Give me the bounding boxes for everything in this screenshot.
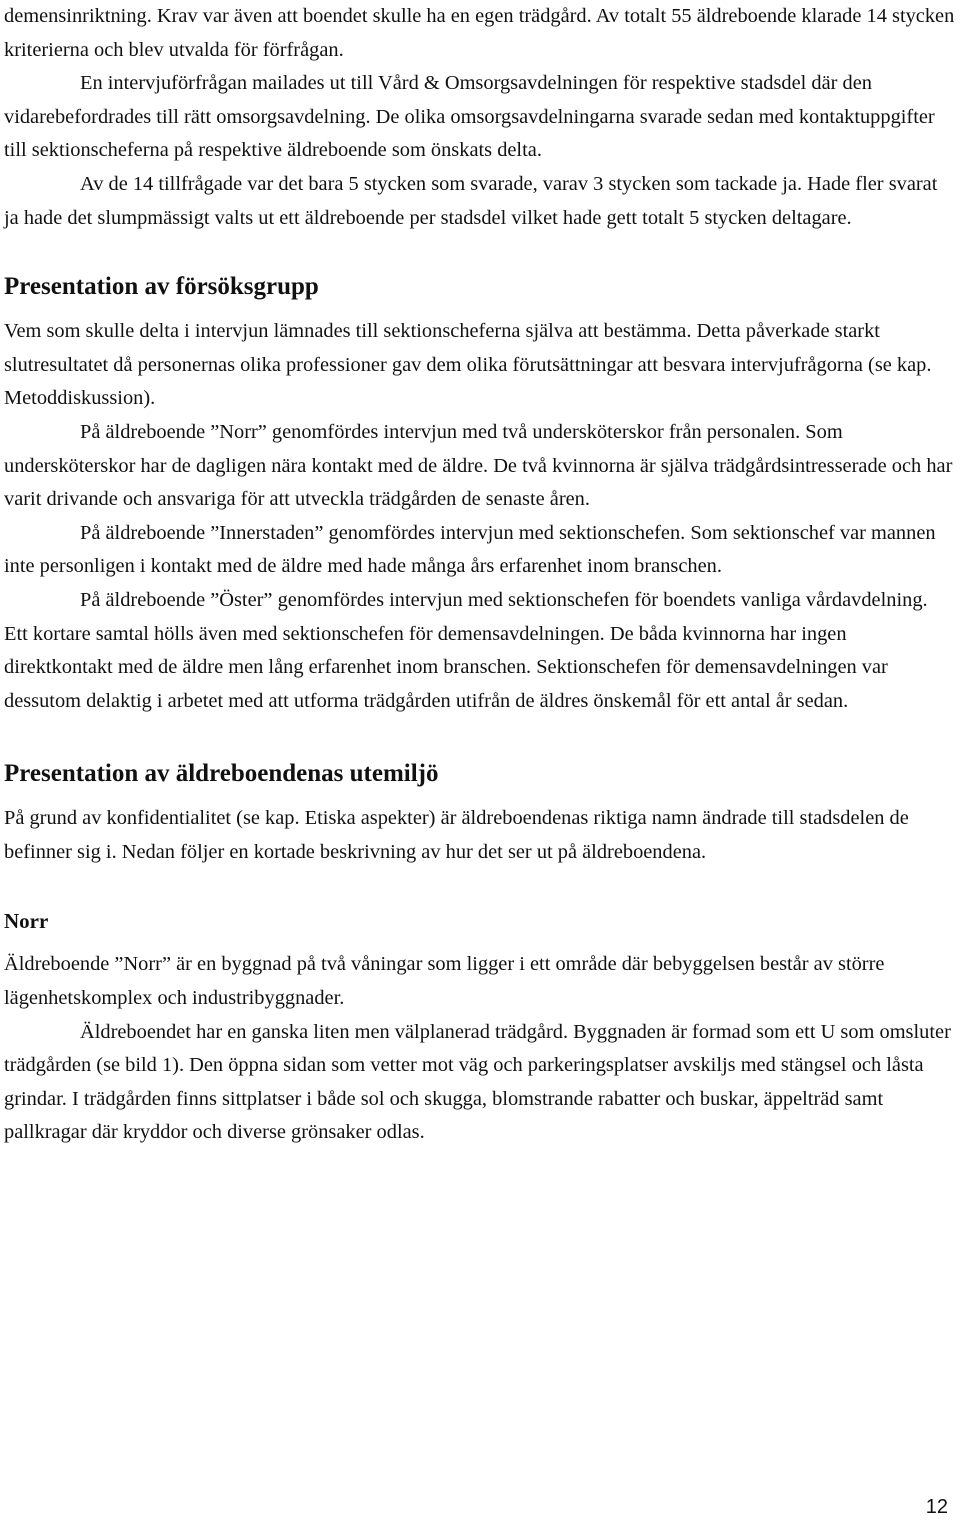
paragraph: På grund av konfidentialitet (se kap. Etiska aspekter) är äldreboendenas riktiga namn ändrade till stadsdelen de befinner sig i. Nedan följer en kortade beskrivning av hur det ser ut på äldreboendena. — [4, 807, 909, 863]
subsection-heading: Norr — [4, 909, 49, 934]
paragraph: Äldreboendet har en ganska liten men välplanerad trädgård. Byggnaden är formad som ett U som omsluter trädgården (se bild 1). Den öppna sidan som vetter mot väg och parkeringsplatser avskiljs med stängsel och låsta grindar. I trädgården finns sittplatser i både sol och skugga, blomstrande rabatter och buskar, äppelträd samt pallkragar där kryddor och diverse grönsaker odlas. — [4, 1020, 951, 1144]
paragraph: På äldreboende ”Norr” genomfördes intervjun med två undersköterskor från personalen. Som undersköterskor har de dagligen nära kontakt med de äldre. De två kvinnorna är själva trädgårdsintresserade och har varit drivande och ansvariga för att utveckla trädgården de senaste åren. — [4, 420, 953, 511]
section-heading: Presentation av försöksgrupp — [4, 273, 319, 301]
section-heading: Presentation av äldreboendenas utemiljö — [4, 760, 439, 788]
paragraph: På äldreboende ”Innerstaden” genomfördes intervjun med sektionschefen. Som sektionschef var mannen inte personligen i kontakt med de äldre med hade många års erfarenhet inom branschen. — [4, 521, 936, 578]
paragraph: demensinriktning. Krav var även att boendet skulle ha en egen trädgård. Av totalt 55 äldreboende klarade 14 stycken kriterierna och blev utvalda för förfrågan. — [4, 5, 955, 61]
paragraph: En intervjuförfrågan mailades ut till Vård & Omsorgsavdelningen för respektive stadsdel där den vidarebefordrades till rätt omsorgsavdelning. De olika omsorgsavdelningarna svarade sedan med kontaktuppgifter till sektionscheferna på respektive äldreboende som önskats delta. — [4, 72, 935, 162]
paragraph: På äldreboende ”Öster” genomfördes intervjun med sektionschefen för boendets vanliga vårdavdelning. Ett kortare samtal hölls även med sektionschefen för demensavdelningen. De båda kvinnorna har ingen direktkontakt med de äldre men lång erfarenhet inom branschen. Sektionschefen för demensavdelningen var dessutom delaktig i arbetet med att utforma trädgården utifrån de äldres önskemål för ett antal år sedan. — [4, 588, 928, 712]
paragraph: Av de 14 tillfrågade var det bara 5 stycken som svarade, varav 3 stycken som tackade ja. Hade fler svarat ja hade det slumpmässigt valts ut ett äldreboende per stadsdel vilket hade gett totalt 5 stycken deltagare. — [4, 172, 938, 229]
page-number: 12 — [925, 1496, 948, 1518]
paragraph: Vem som skulle delta i intervjun lämnades till sektionscheferna själva att bestämma. Detta påverkade starkt slutresultatet då personernas olika professioner gav dem olika förutsättningar att besvara intervjufrågorna (se kap. Metoddiskussion). — [4, 320, 932, 410]
paragraph: Äldreboende ”Norr” är en byggnad på två våningar som ligger i ett område där bebyggelsen består av större lägenhetskomplex och industribyggnader. — [4, 953, 885, 1010]
document-page — [4, 0, 956, 1150]
